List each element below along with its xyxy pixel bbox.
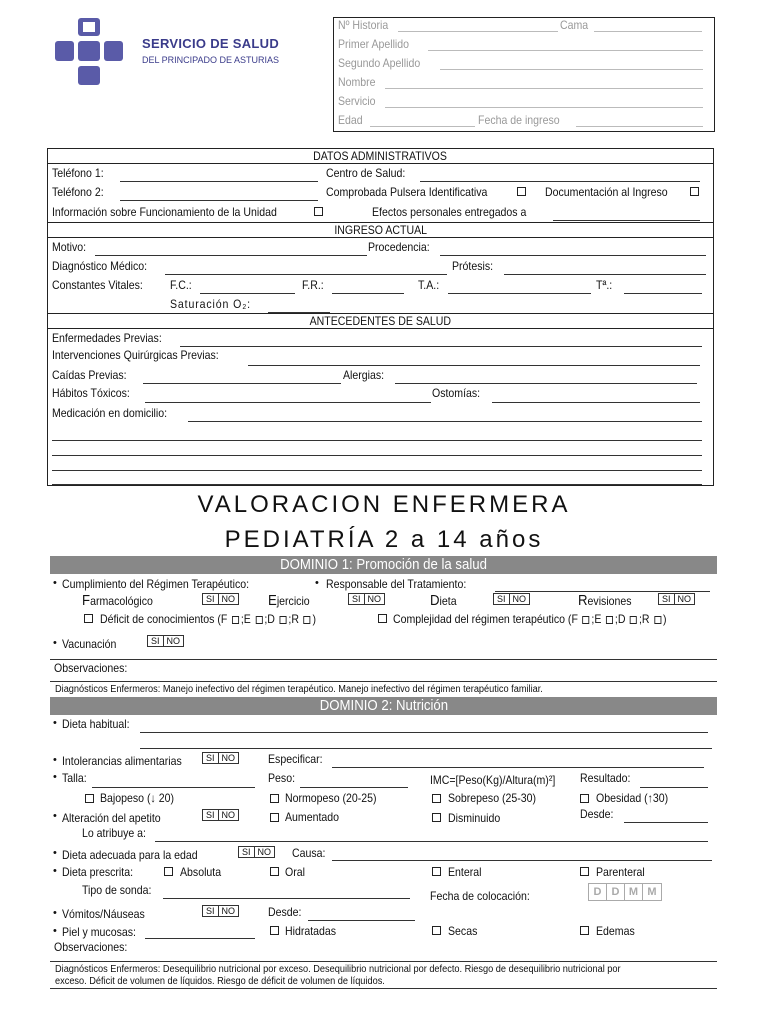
parenteral-label: Parenteral	[596, 865, 645, 879]
obesidad-checkbox[interactable]	[580, 794, 589, 803]
telefono2-label: Teléfono 2:	[52, 185, 104, 199]
secas-label: Secas	[448, 924, 478, 938]
bajopeso-label: Bajopeso (↓ 20)	[100, 791, 174, 805]
primer-apellido-label: Primer Apellido	[338, 37, 410, 51]
centro-salud-label: Centro de Salud:	[326, 166, 406, 180]
aumentado-checkbox[interactable]	[270, 813, 279, 822]
enfermedades-label: Enfermedades Previas:	[52, 331, 162, 345]
motivo-label: Motivo:	[52, 240, 87, 254]
fc-label: F.C.:	[170, 278, 192, 292]
dominio1-header: DOMINIO 1: Promoción de la salud	[50, 556, 717, 574]
documentacion-checkbox[interactable]	[690, 187, 699, 196]
aumentado-label: Aumentado	[285, 810, 340, 824]
info-unidad-label: Información sobre Funcionamiento de la Unidad	[52, 205, 277, 219]
observaciones2-label: Observaciones:	[54, 940, 128, 954]
parenteral-checkbox[interactable]	[580, 867, 589, 876]
ejercicio-sino[interactable]: SI NO	[348, 593, 385, 605]
efectos-label: Efectos personales entregados a	[372, 205, 527, 219]
alteracion-sino[interactable]: SI NO	[202, 809, 239, 821]
documentacion-label: Documentación al Ingreso	[545, 185, 668, 199]
absoluta-label: Absoluta	[180, 865, 222, 879]
main-title: VALORACION ENFERMERA	[197, 491, 571, 518]
logo	[54, 17, 124, 87]
revisiones-label: Revisiones	[578, 592, 632, 609]
segundo-apellido-label: Segundo Apellido	[338, 56, 421, 70]
pulsera-checkbox[interactable]	[517, 187, 526, 196]
desde-label: Desde:	[580, 807, 614, 821]
temp-label: Tª.:	[596, 278, 613, 292]
complejidad-checkbox[interactable]	[378, 614, 387, 623]
edad-label: Edad	[338, 113, 363, 127]
ta-label: T.A.:	[418, 278, 440, 292]
edemas-checkbox[interactable]	[580, 926, 589, 935]
diagnosticos2-line1: Diagnósticos Enfermeros: Desequilibrio nutricional por exceso. Desequilibrio nutricional por defecto. Riesgo de desequilibrio nutricional por	[55, 964, 621, 975]
farmacologico-sino[interactable]: SI NO	[202, 593, 239, 605]
imc-label: IMC=[Peso(Kg)/Altura(m)²]	[430, 773, 556, 787]
dieta-prescrita-label: Dieta prescrita:	[62, 865, 134, 879]
fecha-colocacion-label: Fecha de colocación:	[430, 889, 530, 903]
ingreso-section-header: INGRESO ACTUAL	[47, 222, 714, 238]
dieta-adecuada-sino[interactable]: SI NO	[238, 846, 275, 858]
antecedentes-section-header: ANTECEDENTES DE SALUD	[47, 313, 714, 329]
vacunacion-sino[interactable]: SI NO	[147, 635, 184, 647]
vomitos-sino[interactable]: SI NO	[202, 905, 239, 917]
medicacion-label: Medicación en domicilio:	[52, 406, 168, 420]
vomitos-label: Vómitos/Náuseas	[62, 907, 145, 921]
ostomias-label: Ostomías:	[432, 386, 481, 400]
historia-label: Nº Historia	[338, 18, 389, 32]
revisiones-sino[interactable]: SI NO	[658, 593, 695, 605]
fecha-colocacion-field[interactable]: D D M M	[588, 883, 662, 901]
dieta-habitual-label: Dieta habitual:	[62, 717, 130, 731]
especificar-label: Especificar:	[268, 752, 323, 766]
diagnostico-label: Diagnóstico Médico:	[52, 259, 148, 273]
dieta-adecuada-label: Dieta adecuada para la edad	[62, 848, 198, 862]
oral-label: Oral	[285, 865, 305, 879]
talla-label: Talla:	[62, 771, 87, 785]
servicio-label: Servicio	[338, 94, 376, 108]
responsable-label: Responsable del Tratamiento:	[326, 577, 467, 591]
deficit-label: Déficit de conocimientos (F ;E ;D ;R )	[100, 612, 316, 626]
enteral-label: Enteral	[448, 865, 482, 879]
org-subname: DEL PRINCIPADO DE ASTURIAS	[142, 55, 280, 65]
piel-label: Piel y mucosas:	[62, 925, 136, 939]
habitos-label: Hábitos Tóxicos:	[52, 386, 130, 400]
observaciones1-label: Observaciones:	[54, 661, 128, 675]
oral-checkbox[interactable]	[270, 867, 279, 876]
enteral-checkbox[interactable]	[432, 867, 441, 876]
info-unidad-checkbox[interactable]	[314, 207, 323, 216]
hidratadas-label: Hidratadas	[285, 924, 337, 938]
absoluta-checkbox[interactable]	[164, 867, 173, 876]
resultado-label: Resultado:	[580, 771, 631, 785]
procedencia-label: Procedencia:	[368, 240, 430, 254]
peso-label: Peso:	[268, 771, 296, 785]
disminuido-label: Disminuido	[448, 811, 501, 825]
farmacologico-label: Farmacológico	[82, 592, 153, 609]
fecha-ingreso-label: Fecha de ingreso	[478, 113, 560, 127]
diagnosticos1-text: Diagnósticos Enfermeros: Manejo inefectivo del régimen terapéutico. Manejo inefectivo del régimen terapéutico familiar.	[55, 684, 543, 695]
normopeso-label: Normopeso (20-25)	[285, 791, 377, 805]
cumplimiento-label: Cumplimiento del Régimen Terapéutico:	[62, 577, 250, 591]
sobrepeso-label: Sobrepeso (25-30)	[448, 791, 537, 805]
admin-section-header: DATOS ADMINISTRATIVOS	[47, 148, 714, 164]
bajopeso-checkbox[interactable]	[85, 794, 94, 803]
deficit-checkbox[interactable]	[84, 614, 93, 623]
intervenciones-label: Intervenciones Quirúrgicas Previas:	[52, 348, 219, 362]
telefono1-label: Teléfono 1:	[52, 166, 104, 180]
dieta-label: Dieta	[430, 592, 457, 609]
alergias-label: Alergias:	[343, 368, 385, 382]
cama-label: Cama	[560, 18, 589, 32]
protesis-label: Prótesis:	[452, 259, 494, 273]
nombre-label: Nombre	[338, 75, 376, 89]
edemas-label: Edemas	[596, 924, 635, 938]
diagnosticos2-line2: exceso. Déficit de volumen de líquidos. Riesgo de déficit de volumen de líquidos.	[55, 976, 385, 987]
atribuye-label: Lo atribuye a:	[82, 826, 146, 840]
vacunacion-label: Vacunación	[62, 637, 117, 651]
alteracion-label: Alteración del apetito	[62, 811, 161, 825]
pulsera-label: Comprobada Pulsera Identificativa	[326, 185, 488, 199]
tipo-sonda-label: Tipo de sonda:	[82, 883, 152, 897]
disminuido-checkbox[interactable]	[432, 813, 441, 822]
desde2-label: Desde:	[268, 905, 302, 919]
normopeso-checkbox[interactable]	[270, 794, 279, 803]
ejercicio-label: Ejercicio	[268, 592, 310, 609]
intolerancias-label: Intolerancias alimentarias	[62, 754, 182, 768]
main-subtitle: PEDIATRÍA 2 a 14 años	[224, 526, 544, 553]
saturacion-label: Saturación O₂:	[170, 297, 251, 311]
obesidad-label: Obesidad (↑30)	[596, 791, 669, 805]
causa-label: Causa:	[292, 846, 326, 860]
constantes-label: Constantes Vitales:	[52, 278, 143, 292]
complejidad-label: Complejidad del régimen terapéutico (F ;E ;D ;R )	[393, 612, 667, 626]
fr-label: F.R.:	[302, 278, 324, 292]
caidas-label: Caídas Previas:	[52, 368, 127, 382]
org-name: SERVICIO DE SALUD	[142, 36, 280, 51]
sobrepeso-checkbox[interactable]	[432, 794, 441, 803]
intolerancias-sino[interactable]: SI NO	[202, 752, 239, 764]
dieta-sino[interactable]: SI NO	[493, 593, 530, 605]
secas-checkbox[interactable]	[432, 926, 441, 935]
hidratadas-checkbox[interactable]	[270, 926, 279, 935]
dominio2-header: DOMINIO 2: Nutrición	[50, 697, 717, 715]
